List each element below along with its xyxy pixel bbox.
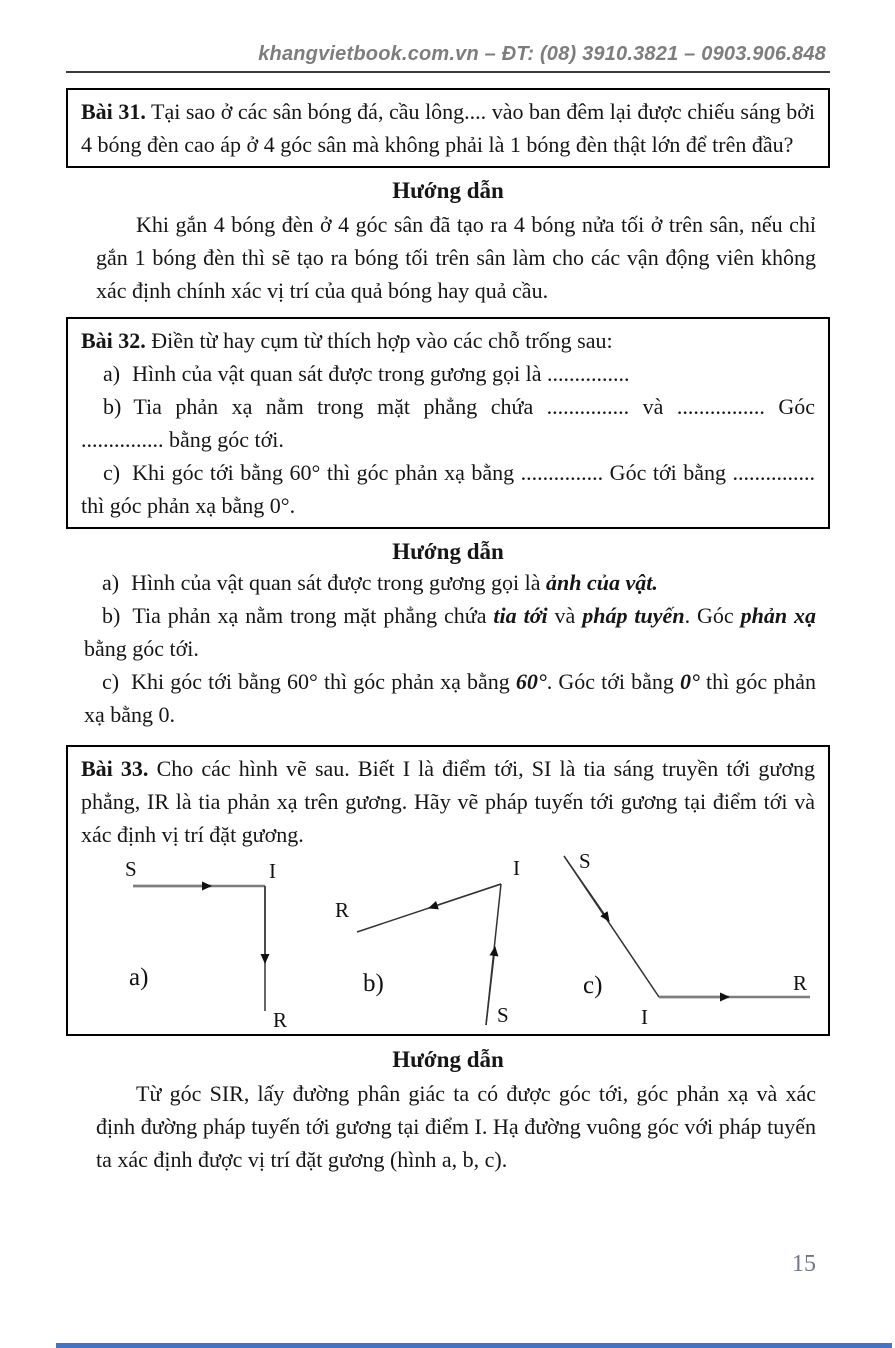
problem-32-label: Bài 32. bbox=[81, 328, 146, 353]
ray-diagrams-figure bbox=[81, 851, 815, 1029]
fill-item-a-marker: a) bbox=[103, 361, 121, 386]
solution-32-a-text: Hình của vật quan sát được trong gương gọi là bbox=[131, 570, 547, 595]
problem-33-box bbox=[66, 745, 830, 1036]
incident-ray-b-arrow bbox=[486, 947, 495, 1025]
point-label-i-a: I bbox=[269, 859, 276, 883]
fill-item-b-marker: b) bbox=[103, 394, 122, 419]
problem-31-box bbox=[66, 88, 830, 168]
diagram-b-label: b) bbox=[363, 970, 384, 997]
guide-heading-33: Hướng dẫn bbox=[392, 1047, 504, 1072]
solution-32-b-answer-2: pháp tuyến bbox=[582, 603, 685, 628]
page-number: 15 bbox=[792, 1251, 816, 1277]
guide-heading-31: Hướng dẫn bbox=[392, 178, 504, 203]
problem-33-question-text: Cho các hình vẽ sau. Biết I là điểm tới, SI là tia sáng truyền tới gương phẳng, IR là tia phản xạ trên gương. Hãy vẽ pháp tuyến tới gương tại điểm tới và xác định vị trí đặt gương. bbox=[81, 756, 815, 847]
diagram-a-label: a) bbox=[129, 964, 149, 991]
point-label-r-a: R bbox=[273, 1008, 288, 1029]
problem-31-label: Bài 31. bbox=[81, 99, 146, 124]
solution-32-item-b bbox=[84, 599, 816, 665]
ray-diagram-b bbox=[335, 856, 520, 1027]
point-label-r-b: R bbox=[335, 898, 350, 922]
fill-item-b-text: Tia phản xạ nằm trong mặt phẳng chứa ............... và ................ Góc ............... bằng góc tới. bbox=[81, 394, 815, 452]
solution-32-b-answer-1: tia tới bbox=[493, 603, 548, 628]
problem-32-box bbox=[66, 317, 830, 529]
problem-32-intro bbox=[81, 324, 815, 357]
point-label-s-c: S bbox=[579, 851, 591, 873]
fill-item-a bbox=[81, 357, 815, 390]
solution-32-c-answer-1: 60° bbox=[515, 669, 547, 694]
solution-32-c-marker: c) bbox=[102, 669, 120, 694]
solution-32-item-c bbox=[84, 665, 816, 731]
solution-32-b-text-4: bằng góc tới. bbox=[84, 636, 199, 661]
solution-33-paragraph: Từ góc SIR, lấy đường phân giác ta có được góc tới, góc phản xạ và xác định đường pháp tuyến tới gương tại điểm I. Hạ đường vuông góc với pháp tuyến ta xác định được vị trí đặt gương (hình a, b, c). bbox=[96, 1081, 816, 1172]
solution-32-c-text-2: . Góc tới bằng bbox=[546, 669, 681, 694]
point-label-s-a: S bbox=[125, 857, 137, 881]
footer-accent-bar bbox=[56, 1343, 892, 1348]
guide-heading-32: Hướng dẫn bbox=[392, 539, 504, 564]
solution-32-b-answer-3: phản xạ bbox=[740, 603, 817, 628]
solution-32-c-answer-2: 0° bbox=[680, 669, 700, 694]
reflected-ray-b-arrow bbox=[429, 884, 501, 908]
problem-31-question-text: Tại sao ở các sân bóng đá, cầu lông.... vào ban đêm lại được chiếu sáng bởi 4 bóng đèn cao áp ở 4 góc sân mà không phải là 1 bóng đèn thật lớn để trên đầu? bbox=[81, 99, 815, 157]
problem-33-question bbox=[81, 752, 815, 851]
page-content bbox=[66, 0, 830, 1176]
header-contact-line: khangvietbook.com.vn – ĐT: (08) 3910.3821 – 0903.906.848 bbox=[258, 43, 826, 65]
solution-32-c-text-3: thì góc phản xạ bằng 0. bbox=[84, 669, 816, 727]
problem-31-question bbox=[81, 95, 815, 161]
header-rule bbox=[66, 71, 830, 73]
fill-item-c-marker: c) bbox=[103, 460, 121, 485]
fill-item-c-text: Khi góc tới bằng 60° thì góc phản xạ bằng ............... Góc tới bằng ............... thì góc phản xạ bằng 0°. bbox=[81, 460, 815, 518]
ray-diagram-c bbox=[564, 851, 810, 1029]
solution-32-a-answer: ảnh của vật. bbox=[546, 570, 658, 595]
problem-33-label: Bài 33. bbox=[81, 756, 149, 781]
point-label-i-c: I bbox=[641, 1005, 648, 1029]
solution-31-paragraph: Khi gắn 4 bóng đèn ở 4 góc sân đã tạo ra 4 bóng nửa tối ở trên sân, nếu chỉ gắn 1 bóng đèn thì sẽ tạo ra bóng tối trên sân làm cho các vận động viên không xác định chính xác vị trí của quả bóng hay quả cầu. bbox=[96, 212, 816, 303]
diagram-c-label: c) bbox=[583, 972, 603, 999]
fill-item-c bbox=[81, 456, 815, 522]
solution-32-item-a bbox=[84, 566, 816, 599]
solution-32-b-text-2: và bbox=[547, 603, 583, 628]
solution-32-b-text-1: Tia phản xạ nằm trong mặt phẳng chứa bbox=[132, 603, 494, 628]
point-label-i-b: I bbox=[513, 856, 520, 880]
solution-32-b-marker: b) bbox=[102, 603, 121, 628]
solution-32-c-text-1: Khi góc tới bằng 60° thì góc phản xạ bằng bbox=[131, 669, 516, 694]
point-label-s-b: S bbox=[497, 1003, 509, 1027]
solution-32-a-marker: a) bbox=[102, 570, 120, 595]
problem-32-intro-text: Điền từ hay cụm từ thích hợp vào các chỗ trống sau: bbox=[151, 328, 613, 353]
solution-32-b-text-3: . Góc bbox=[684, 603, 741, 628]
fill-item-b bbox=[81, 390, 815, 456]
ray-diagram-a bbox=[125, 857, 287, 1029]
point-label-r-c: R bbox=[793, 971, 808, 995]
fill-item-a-text: Hình của vật quan sát được trong gương gọi là ............... bbox=[132, 361, 630, 386]
